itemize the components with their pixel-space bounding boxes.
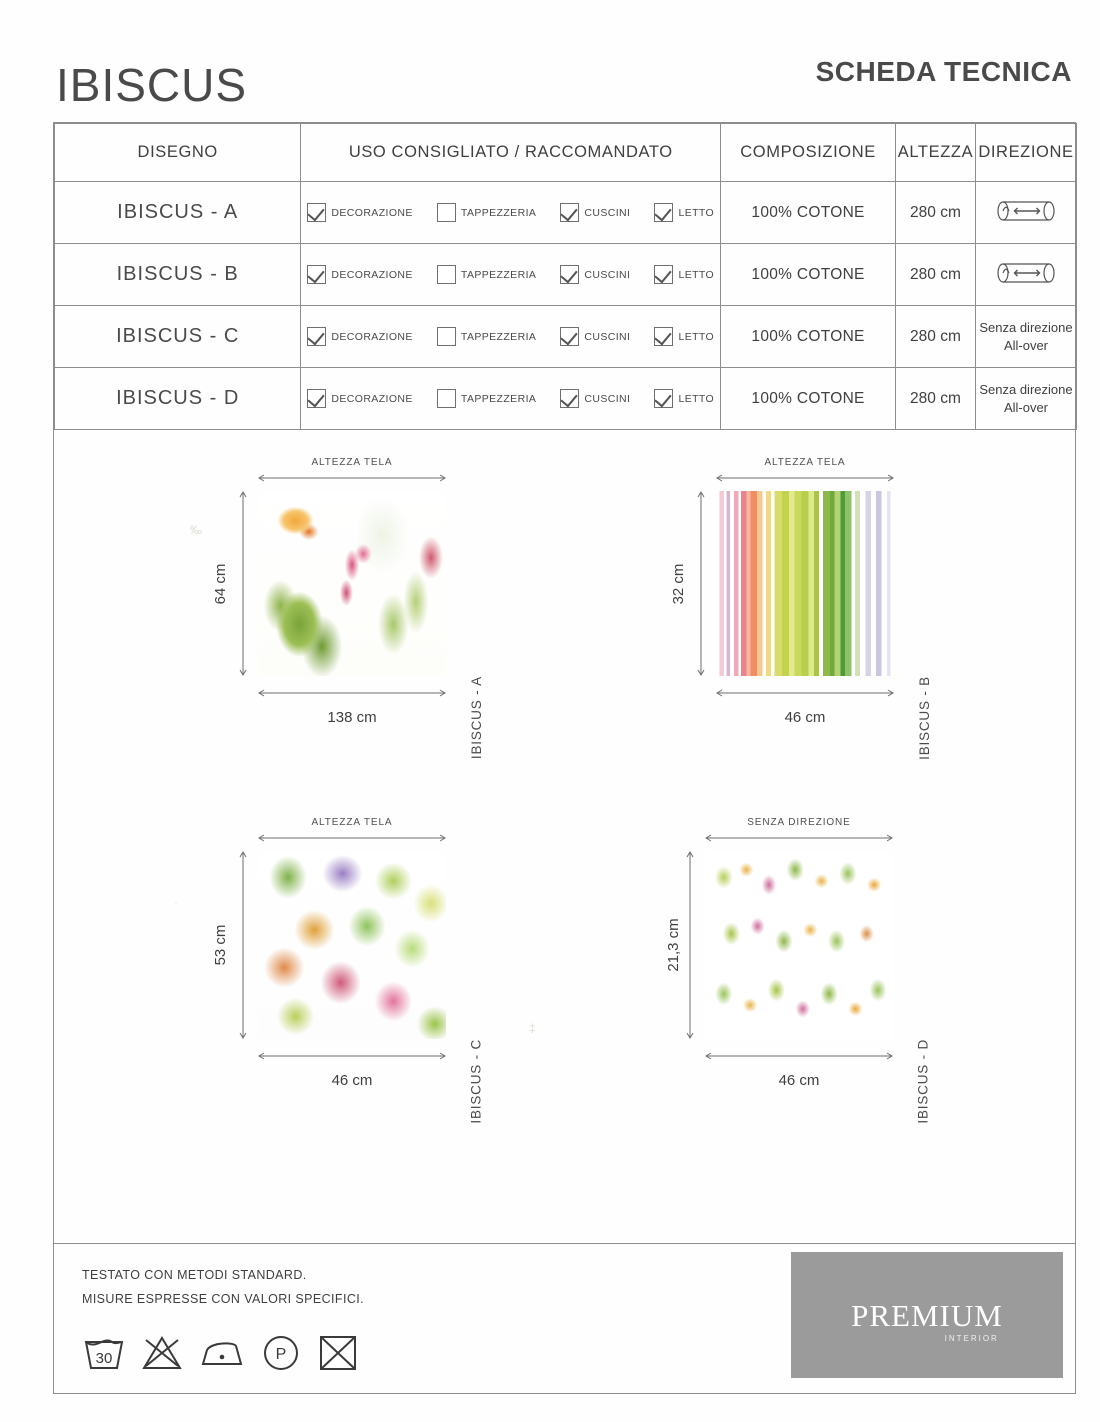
checkbox-cuscini[interactable] xyxy=(560,265,579,284)
checkbox-tappezzeria[interactable] xyxy=(437,265,456,284)
checkbox-letto[interactable] xyxy=(654,203,673,222)
uso-option-tappezzeria[interactable] xyxy=(437,389,536,408)
table-row xyxy=(55,306,1077,368)
footer-note-line-1: TESTATO CON METODI STANDARD. xyxy=(82,1268,307,1282)
spec-table xyxy=(54,123,1077,430)
uso-option-letto[interactable] xyxy=(654,327,714,346)
swatch-name-label: IBISCUS - D xyxy=(916,1039,931,1124)
dryclean-p-icon xyxy=(260,1332,302,1377)
row-altezza: 280 cm xyxy=(910,389,961,407)
uso-option-decorazione[interactable] xyxy=(307,203,412,222)
table-row xyxy=(55,182,1077,244)
uso-label: LETTO xyxy=(678,268,715,281)
row-composizione: 100% COTONE xyxy=(751,389,865,407)
uso-label: LETTO xyxy=(678,392,715,405)
row-composizione: 100% COTONE xyxy=(751,265,865,283)
care-symbols xyxy=(82,1332,360,1377)
uso-label: DECORAZIONE xyxy=(331,392,413,405)
uso-option-letto[interactable] xyxy=(654,203,714,222)
checkbox-tappezzeria[interactable] xyxy=(437,327,456,346)
swatch-name-label: IBISCUS - A xyxy=(469,676,484,760)
width-arrow-top-icon xyxy=(705,833,893,843)
width-arrow-bottom-icon xyxy=(258,688,446,698)
checkbox-tappezzeria[interactable] xyxy=(437,389,456,408)
brand-logo-subtext: INTERIOR xyxy=(944,1333,999,1343)
width-arrow-bottom-icon xyxy=(705,1051,893,1061)
checkbox-decorazione[interactable] xyxy=(307,389,326,408)
swatch-name-label: IBISCUS - B xyxy=(917,676,932,760)
uso-option-tappezzeria[interactable] xyxy=(437,265,536,284)
uso-option-letto[interactable] xyxy=(654,389,714,408)
uso-option-cuscini[interactable] xyxy=(560,265,630,284)
footer-note-line-2: MISURE ESPRESSE CON VALORI SPECIFICI. xyxy=(82,1291,364,1306)
uso-label: DECORAZIONE xyxy=(331,206,413,219)
uso-label: TAPPEZZERIA xyxy=(460,392,537,405)
uso-option-cuscini[interactable] xyxy=(560,389,630,408)
swatch-caption: ALTEZZA TELA xyxy=(764,457,846,468)
checkbox-letto[interactable] xyxy=(654,389,673,408)
swatch-width-label: 46 cm xyxy=(778,1072,820,1089)
uso-option-decorazione[interactable] xyxy=(307,265,412,284)
roll-direction-icon xyxy=(993,215,1059,232)
checkbox-letto[interactable] xyxy=(654,327,673,346)
swatch-width-label: 46 cm xyxy=(331,1072,373,1089)
row-direzione-text: Senza direzione All-over xyxy=(979,382,1073,415)
sheet-frame xyxy=(53,122,1076,1394)
brand-logo-text: PREMIUM xyxy=(851,1297,1003,1333)
height-arrow-icon xyxy=(238,491,248,676)
uso-checkbox-group xyxy=(307,327,714,346)
swatch-block-a xyxy=(211,457,484,760)
uso-label: TAPPEZZERIA xyxy=(460,330,537,343)
checkbox-decorazione[interactable] xyxy=(307,203,326,222)
col-header-composizione: COMPOSIZIONE xyxy=(721,124,896,182)
swatch-height-label: 21,3 cm xyxy=(665,918,683,972)
height-arrow-icon xyxy=(238,851,248,1039)
uso-option-decorazione[interactable] xyxy=(307,389,412,408)
uso-label: TAPPEZZERIA xyxy=(460,206,537,219)
col-header-altezza: ALTEZZA xyxy=(895,124,975,182)
uso-label: CUSCINI xyxy=(584,268,631,281)
row-altezza: 280 cm xyxy=(910,265,961,283)
swatch-image-c xyxy=(258,851,446,1039)
swatch-height-label: 32 cm xyxy=(669,563,687,604)
uso-label: CUSCINI xyxy=(584,206,631,219)
row-disegno-label: IBISCUS - D xyxy=(116,387,240,409)
swatch-image-a xyxy=(258,491,446,676)
uso-label: LETTO xyxy=(678,206,715,219)
swatch-width-label: 138 cm xyxy=(327,709,377,726)
row-altezza: 280 cm xyxy=(910,203,961,221)
iron-low-icon xyxy=(198,1332,246,1377)
page-header xyxy=(0,30,1100,111)
wash-30-icon xyxy=(82,1332,126,1377)
footer-notes xyxy=(82,1264,364,1312)
row-disegno-label: IBISCUS - C xyxy=(116,325,240,347)
uso-option-cuscini[interactable] xyxy=(560,203,630,222)
uso-label: CUSCINI xyxy=(584,330,631,343)
dryclean-letter: P xyxy=(275,1346,287,1363)
height-arrow-icon xyxy=(685,851,695,1039)
swatch-caption: ALTEZZA TELA xyxy=(311,817,393,828)
roll-direction-icon xyxy=(993,277,1059,294)
uso-label: TAPPEZZERIA xyxy=(460,268,537,281)
swatch-block-d xyxy=(665,817,931,1124)
swatch-height-label: 53 cm xyxy=(211,924,229,966)
row-altezza: 280 cm xyxy=(910,327,961,345)
wash-temp-label: 30 xyxy=(95,1350,113,1367)
brand-logo xyxy=(791,1252,1063,1378)
uso-checkbox-group xyxy=(307,389,714,408)
swatch-image-d xyxy=(705,851,893,1039)
height-arrow-icon xyxy=(696,491,706,676)
scan-artifact: · xyxy=(174,896,178,910)
row-composizione: 100% COTONE xyxy=(751,327,865,345)
swatch-block-c xyxy=(211,817,484,1124)
checkbox-cuscini[interactable] xyxy=(560,203,579,222)
uso-option-decorazione[interactable] xyxy=(307,327,412,346)
table-header-row xyxy=(55,124,1077,182)
swatch-caption: SENZA DIREZIONE xyxy=(747,817,851,828)
swatch-block-b xyxy=(669,457,932,760)
col-header-direzione: DIREZIONE xyxy=(975,124,1076,182)
scan-artifact: ‡ xyxy=(529,1021,536,1035)
uso-label: CUSCINI xyxy=(584,392,631,405)
table-row xyxy=(55,368,1077,430)
swatch-height-label: 64 cm xyxy=(211,563,229,604)
width-arrow-bottom-icon xyxy=(716,688,894,698)
swatch-area xyxy=(54,441,1077,1271)
checkbox-cuscini[interactable] xyxy=(560,327,579,346)
table-row xyxy=(55,244,1077,306)
col-header-uso: USO CONSIGLIATO / RACCOMANDATO xyxy=(301,124,721,182)
checkbox-decorazione[interactable] xyxy=(307,327,326,346)
swatch-caption: ALTEZZA TELA xyxy=(311,457,393,468)
row-disegno-label: IBISCUS - B xyxy=(116,263,239,285)
checkbox-letto[interactable] xyxy=(654,265,673,284)
page-title: IBISCUS xyxy=(56,59,248,111)
uso-option-letto[interactable] xyxy=(654,265,714,284)
checkbox-cuscini[interactable] xyxy=(560,389,579,408)
scan-artifact: ‰ xyxy=(190,523,202,537)
no-bleach-icon xyxy=(140,1332,184,1377)
uso-option-tappezzeria[interactable] xyxy=(437,327,536,346)
no-tumble-dry-icon xyxy=(316,1332,360,1377)
uso-option-cuscini[interactable] xyxy=(560,327,630,346)
width-arrow-top-icon xyxy=(258,833,446,843)
width-arrow-top-icon xyxy=(716,473,894,483)
uso-label: DECORAZIONE xyxy=(331,268,413,281)
width-arrow-top-icon xyxy=(258,473,446,483)
row-composizione: 100% COTONE xyxy=(751,203,865,221)
swatch-name-label: IBISCUS - C xyxy=(469,1039,484,1124)
width-arrow-bottom-icon xyxy=(258,1051,446,1061)
checkbox-tappezzeria[interactable] xyxy=(437,203,456,222)
col-header-disegno: DISEGNO xyxy=(55,124,301,182)
swatch-image-b xyxy=(716,491,894,676)
uso-label: LETTO xyxy=(678,330,715,343)
uso-label: DECORAZIONE xyxy=(331,330,413,343)
row-direzione-text: Senza direzione All-over xyxy=(979,320,1073,353)
uso-checkbox-group xyxy=(307,203,714,222)
uso-option-tappezzeria[interactable] xyxy=(437,203,536,222)
swatch-width-label: 46 cm xyxy=(784,709,826,726)
page-footer xyxy=(54,1244,1075,1394)
uso-checkbox-group xyxy=(307,265,714,284)
checkbox-decorazione[interactable] xyxy=(307,265,326,284)
row-disegno-label: IBISCUS - A xyxy=(117,201,239,223)
page-subtitle: SCHEDA TECNICA xyxy=(815,56,1072,87)
